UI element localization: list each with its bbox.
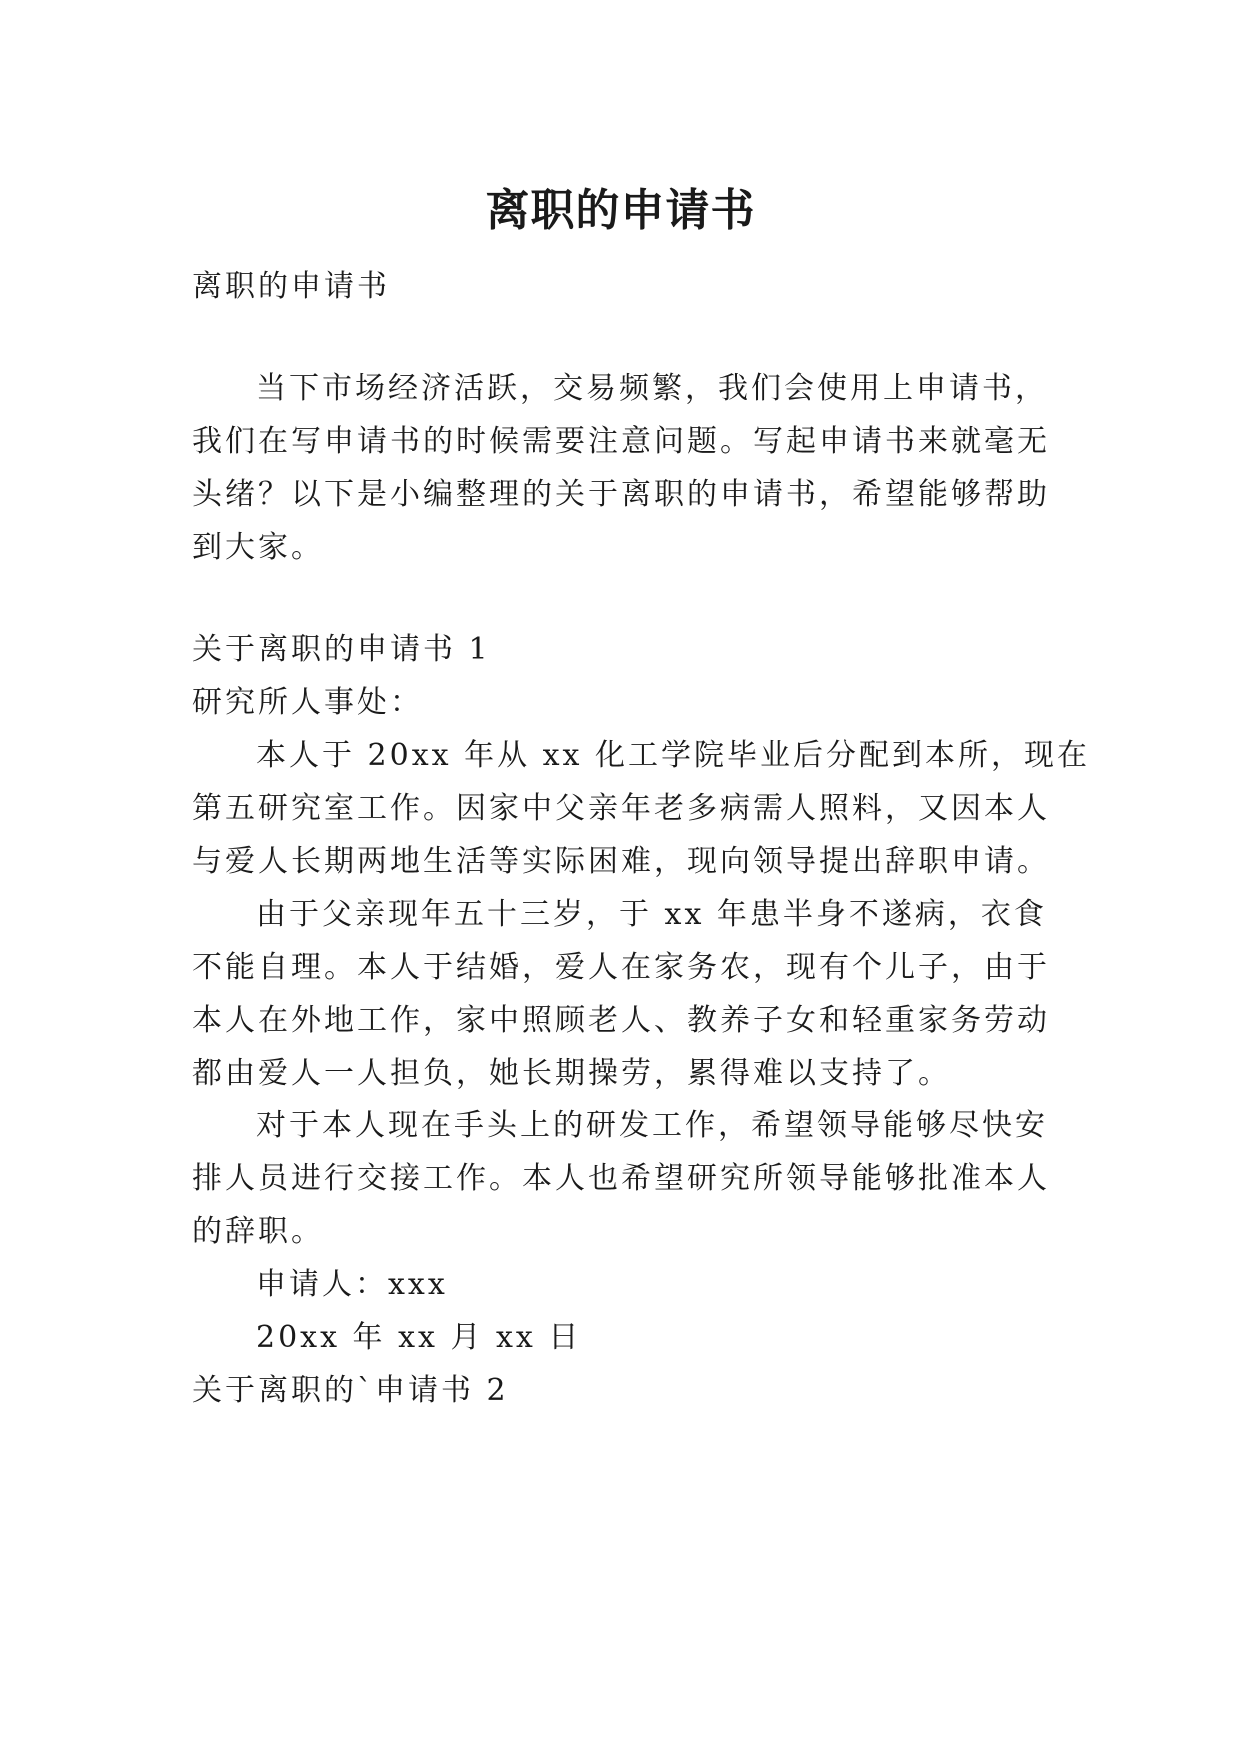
para1-line-1: 本人于 20xx 年从 xx 化工学院毕业后分配到本所，现在 xyxy=(256,738,1090,773)
para2-line-3: 本人在外地工作，家中照顾老人、教养子女和轻重家务劳动 xyxy=(192,1003,1050,1038)
intro-line-1: 当下市场经济活跃，交易频繁，我们会使用上申请书， xyxy=(256,371,1048,406)
para3-line-3: 的辞职。 xyxy=(192,1214,324,1249)
document-subtitle: 离职的申请书 xyxy=(192,269,390,304)
para2-line-2: 不能自理。本人于结婚，爱人在家务农，现有个儿子，由于 xyxy=(192,950,1050,985)
salutation: 研究所人事处： xyxy=(192,685,423,720)
document-title: 离职的申请书 xyxy=(485,185,756,237)
section2-heading: 关于离职的`申请书 2 xyxy=(192,1373,509,1408)
para2-line-4: 都由爱人一人担负，她长期操劳，累得难以支持了。 xyxy=(192,1056,951,1091)
para2-line-1: 由于父亲现年五十三岁，于 xx 年患半身不遂病，衣食 xyxy=(256,897,1047,932)
intro-line-2: 我们在写申请书的时候需要注意问题。写起申请书来就毫无 xyxy=(192,424,1050,459)
para1-line-3: 与爱人长期两地生活等实际困难，现向领导提出辞职申请。 xyxy=(192,844,1050,879)
intro-line-3: 头绪？以下是小编整理的关于离职的申请书，希望能够帮助 xyxy=(192,477,1050,512)
para3-line-1: 对于本人现在手头上的研发工作，希望领导能够尽快安 xyxy=(256,1108,1048,1143)
intro-line-4: 到大家。 xyxy=(192,530,324,565)
para3-line-2: 排人员进行交接工作。本人也希望研究所领导能够批准本人 xyxy=(192,1161,1050,1196)
section1-heading: 关于离职的申请书 1 xyxy=(192,632,491,667)
applicant-signature: 申请人：xxx xyxy=(256,1267,448,1302)
para1-line-2: 第五研究室工作。因家中父亲年老多病需人照料，又因本人 xyxy=(192,791,1050,826)
application-date: 20xx 年 xx 月 xx 日 xyxy=(256,1320,582,1355)
